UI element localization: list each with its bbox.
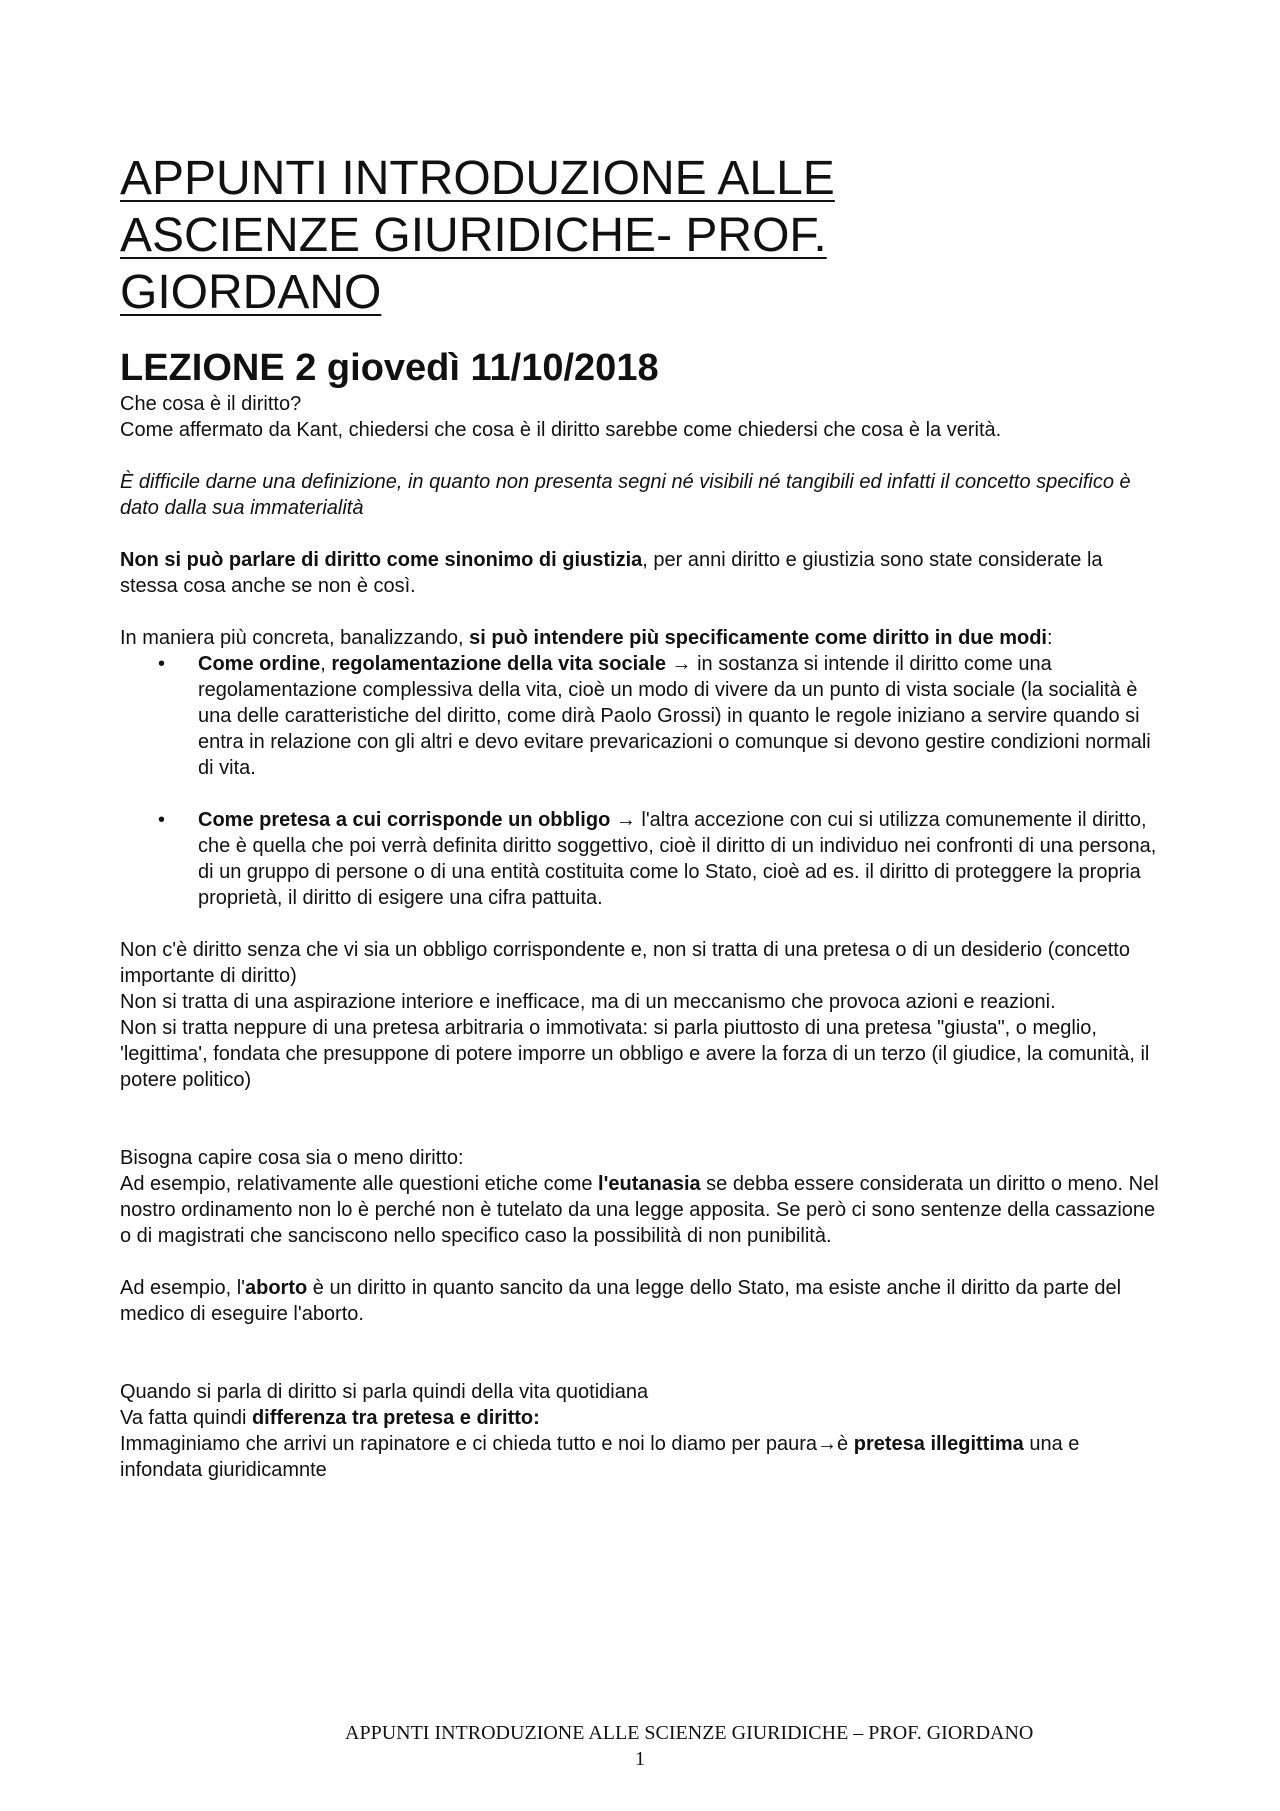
obligation-p3: Non si tratta neppure di una pretesa arbitraria o immotivata: si parla piuttosto di una pretesa "giusta", o meglio, 'legittima', fondata che presuppone di potere imporre un obbligo e avere la forza di un terzo (il giudice, la comunità, il potere politico): [120, 1017, 1150, 1091]
page-content: [120, 150, 1160, 1483]
everyday-lead: Va fatta quindi: [120, 1407, 252, 1429]
modes-lead: In maniera più concreta, banalizzando,: [120, 627, 470, 649]
justice-text: , per anni diritto e giustizia sono state considerate la stessa cosa anche se non è così.: [120, 549, 1103, 597]
bullet-icon: •: [158, 653, 166, 675]
bullet-1-bold-a: Come ordine: [198, 653, 321, 675]
list-item: [120, 651, 1160, 781]
modes-bold: si può intendere più specificamente come diritto in due modi: [469, 627, 1047, 649]
abortion-paragraph: [120, 1275, 1160, 1327]
modes-end: :: [1046, 627, 1053, 649]
title-line-2: ASCIENZE GIURIDICHE- PROF.: [120, 209, 827, 262]
definition-paragraph: [120, 469, 1160, 521]
justice-paragraph: [120, 547, 1160, 599]
bullet-icon: •: [158, 809, 166, 831]
abortion-lead: Ad esempio, l': [120, 1277, 245, 1299]
bullet-2-text: → l'altra accezione con cui si utilizza comunemente il diritto, che è quella che poi verrà definita diritto soggettivo, cioè il diritto di un individuo nei confronti di una persona, di un gruppo di persone o di una entità costituita come lo Stato, cioè ad es. il diritto di proteggere la propria proprietà, il diritto di esigere una cifra pattuita.: [198, 809, 1157, 909]
everyday-p3-lead: Immaginiamo che arrivi un rapinatore e ci chieda tutto e noi lo diamo per paura→è: [120, 1433, 854, 1455]
bullet-2-bold: Come pretesa a cui corrisponde un obbligo: [198, 809, 611, 831]
modes-paragraph: [120, 625, 1160, 651]
title-line-1: APPUNTI INTRODUZIONE ALLE: [120, 152, 835, 205]
euthanasia-text: se debba essere considerata un diritto o meno. Nel nostro ordinamento non lo è perché non è tutelato da una legge apposita. Se però ci sono sentenze della cassazione o di magistrati che sanciscono nello specifico caso la possibilità di non punibilità.: [120, 1173, 1159, 1247]
euthanasia-p1: Bisogna capire cosa sia o meno diritto:: [120, 1147, 464, 1169]
everyday-p3: [120, 1431, 1160, 1483]
justice-bold: Non si può parlare di diritto come sinonimo di giustizia: [120, 549, 643, 571]
page-number: 1: [635, 1748, 645, 1770]
footer-text: APPUNTI INTRODUZIONE ALLE SCIENZE GIURIDICHE – PROF. GIORDANO: [345, 1722, 1034, 1744]
intro-kant: Come affermato da Kant, chiedersi che cosa è il diritto sarebbe come chiedersi che cosa è la verità.: [120, 419, 1002, 441]
euthanasia-p2: [120, 1171, 1160, 1249]
definition-italic: È difficile darne una definizione, in quanto non presenta segni né visibili né tangibili ed infatti il concetto specifico è dato dalla sua immaterialità: [120, 471, 1131, 519]
list-item: [120, 807, 1160, 911]
everyday-p1: Quando si parla di diritto si parla quindi della vita quotidiana: [120, 1381, 649, 1403]
document-title: [120, 150, 1160, 321]
intro-question: Che cosa è il diritto?: [120, 393, 302, 415]
everyday-p3-bold: pretesa illegittima: [853, 1433, 1024, 1455]
euthanasia-bold: l'eutanasia: [598, 1173, 701, 1195]
title-line-3: GIORDANO: [120, 266, 382, 319]
obligation-p2: Non si tratta di una aspirazione interiore e inefficace, ma di un meccanismo che provoca azioni e reazioni.: [120, 991, 1056, 1013]
bullet-1-text: → in sostanza si intende il diritto come una regolamentazione complessiva della vita, cioè un modo di vivere da un punto di vista sociale (la socialità è una delle caratteristiche del diritto, come dirà Paolo Grossi) in quanto le regole iniziano a servire quando si entra in relazione con gli altri e devo evitare prevaricazioni o comunque si devono gestire condizioni normali di vita.: [198, 653, 1151, 779]
abortion-text: è un diritto in quanto sancito da una legge dello Stato, ma esiste anche il diritto da parte del medico di eseguire l'aborto.: [120, 1277, 1122, 1325]
everyday-p3-text: una e infondata giuridicamnte: [120, 1433, 1080, 1481]
obligation-p1: Non c'è diritto senza che vi sia un obbligo corrispondente e, non si tratta di una pretesa o di un desiderio (concetto importante di diritto): [120, 939, 1130, 987]
lesson-heading: LEZIONE 2 giovedì 11/10/2018: [120, 347, 659, 389]
everyday-p2: [120, 1405, 1160, 1431]
abortion-bold: aborto: [245, 1277, 308, 1299]
bullet-1-bold-b: regolamentazione della vita sociale: [331, 653, 666, 675]
bullet-1-sep: ,: [320, 653, 332, 675]
modes-list: [120, 651, 1160, 911]
euthanasia-lead: Ad esempio, relativamente alle questioni etiche come: [120, 1173, 599, 1195]
everyday-bold: differenza tra pretesa e diritto:: [251, 1407, 540, 1429]
